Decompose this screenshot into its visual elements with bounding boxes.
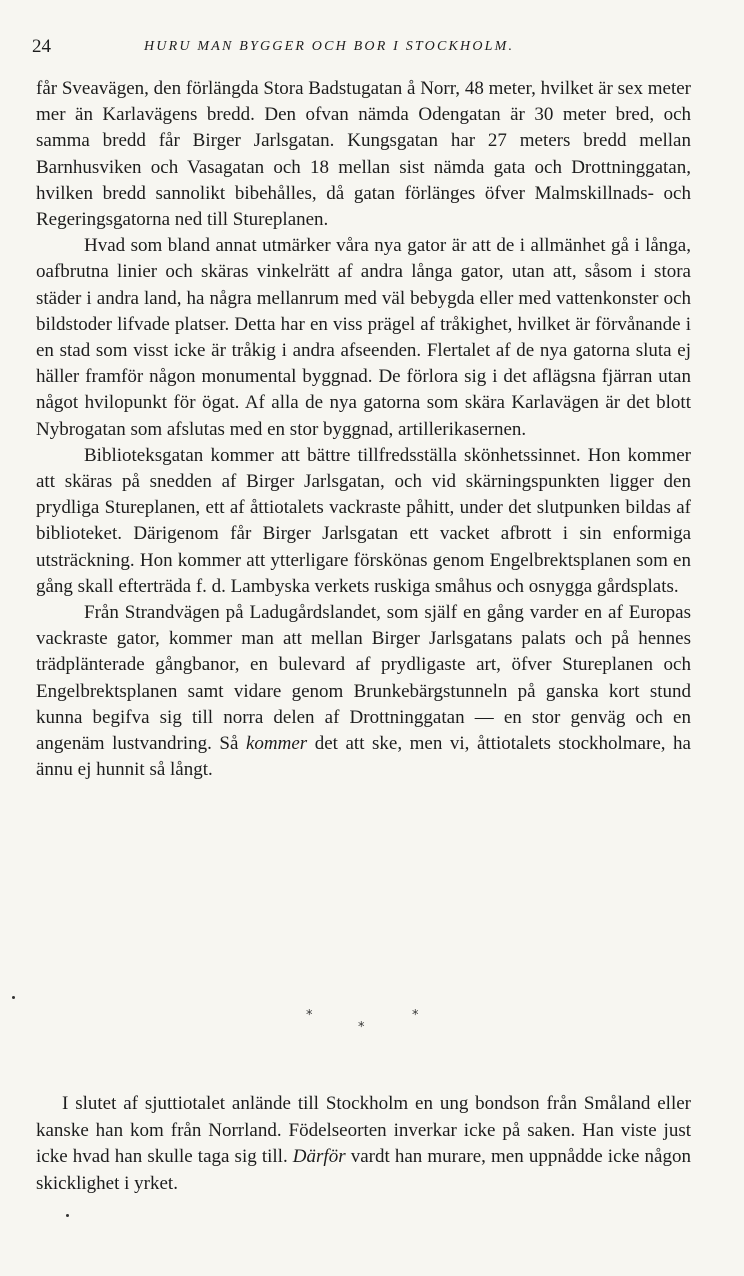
- paragraph-5-text-end: vardt han murare, men uppnådde icke någon skicklighet i yrket.: [36, 1146, 691, 1194]
- print-speck: [66, 1214, 69, 1217]
- paragraph-3: Biblioteksgatan kommer att bättre tillfredsställa skönhetssinnet. Hon kommer att skäras på snedden af Birger Jarlsgatan, och vid skärningspunkten ligger den prydliga Stureplanen, ett af åttiotalets vackraste påhitt, under det slutpunken bildas af biblioteket. Därigenom får Birger Jarlsgatan ett vacket afbrott i sin enformiga utsträckning. Hon kommer att ytterligare förskönas genom Engelbrektsplanen som en gång skall efterträda f. d. Lambyska verkets ruskiga småhus och osnygga gårdsplats.: [36, 444, 691, 597]
- page-number: 24: [32, 36, 51, 57]
- asterisk: *: [306, 1008, 313, 1023]
- page-header: [32, 36, 714, 60]
- paragraph-1: får Sveavägen, den förlängda Stora Badstugatan å Norr, 48 meter, hvilket är sex meter mer än Karlavägens bredd. Den ofvan nämda Odengatan är 30 meter bred, och samma bredd får Birger Jarlsgatan. Kungsgatan har 27 meters bredd mellan Barnhusviken och Vasagatan och 18 mellan sist nämda gata och Drottninggatan, hvilken bredd sannolikt bibehålles, då gatan förlänges öfver Malmskillnads- och Regeringsgatorna ned till Stureplanen.: [36, 78, 691, 231]
- section-break: [0, 1000, 744, 1040]
- paragraph-4: [36, 600, 691, 783]
- asterisk: *: [412, 1008, 419, 1023]
- running-title: HURU MAN BYGGER OCH BOR I STOCKHOLM.: [144, 39, 515, 54]
- new-section-text: [36, 1091, 691, 1197]
- asterisk: *: [358, 1020, 365, 1035]
- paragraph-4-text: Från Strandvägen på Ladugårdslandet, som själf en gång varder en af Europas vackraste gator, kommer man att mellan Birger Jarlsgatans palats och på hennes trädplänterade gångbanor, en bulevard af prydligaste art, öfver Stureplanen och Engelbrektsplanen samt vidare genom Brunkebärgstunneln på ganska kort stund kunna begifva sig till norra delen af Drottninggatan — en stor genväg och en angenäm lustvandring. Så: [36, 602, 691, 755]
- main-text: [36, 76, 691, 783]
- emphasis-darfor: Därför: [292, 1146, 346, 1167]
- emphasis-kommer: kommer: [245, 733, 308, 755]
- paragraph-2: Hvad som bland annat utmärker våra nya gator är att de i allmänhet gå i långa, oafbrutna linier och skäras vinkelrätt af andra långa gator, utan att, såsom i stora städer i andra land, ha några mellanrum med väl bebygda eller med vattenkonster och bildstoder lifvade platser. Detta har en viss prägel af tråkighet, hvilket är förvånande i en stad som visst icke är tråkig i andra afseenden. Flertalet af de nya gatorna sluta ej häller framför någon monumental byggnad. De förlora sig i det aflägsna fjärran utan något hvilopunkt för ögat. Af alla de nya gatorna som skära Karlavägen är det blott Nybrogatan som afslutas med en stor byggnad, artillerikasernen.: [36, 235, 691, 440]
- print-speck: [12, 996, 15, 999]
- paragraph-5-text: I slutet af sjuttiotalet anlände till Stockholm en ung bondson från Småland eller kanske han kom från Norrland. Födelseorten inverkar icke på saken. Han viste just icke hvad han skulle taga sig till.: [36, 1093, 691, 1167]
- paragraph-4-text-end: det att ske, men vi, åttiotalets stockholmare, ha ännu ej hunnit så långt.: [36, 733, 691, 781]
- paragraph-5: [36, 1091, 691, 1197]
